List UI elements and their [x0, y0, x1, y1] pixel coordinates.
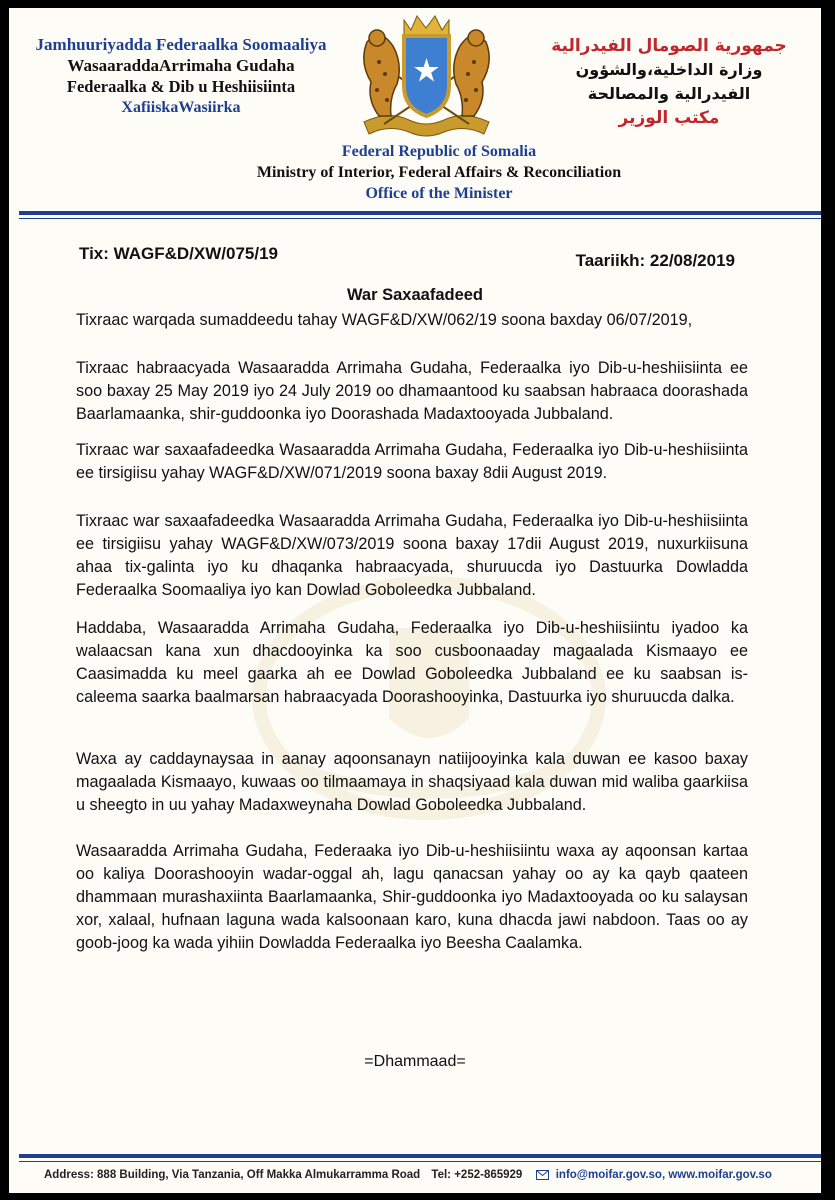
header-rule-thin [19, 218, 821, 219]
paragraph-6: Waxa ay caddaynaysaa in aanay aqoonsanayn natiijooyinka kala duwan ee kasoo baxay magaalada Kismaayo, kuwaas oo tilmaamaya in shaqsiyaad kala duwan mid waliba gaarkiisa u sheegto in uu yahay Madaxweynaha Dowlad Goboleedka Jubbaland. [76, 750, 748, 814]
footer-email-link[interactable]: info@moifar.gov.so [555, 1169, 662, 1181]
paragraph-3: Tixraac war saxaafadeedka Wasaaradda Arrimaha Gudaha, Federaalka iyo Dib-u-heshiisiinta ee tirsigiisu yahay WAGF&D/XW/071/2019 soona baxay 8dii August 2019. [76, 441, 748, 482]
reference-number: Tix: WAGF&D/XW/075/19 [79, 244, 279, 263]
footer [44, 1169, 804, 1181]
somali-header-line-1: Jamhuuriyadda Federaalka Soomaaliya [35, 35, 327, 54]
closing-mark: =Dhammaad= [364, 1053, 466, 1070]
english-header [179, 141, 699, 204]
somalia-coat-of-arms-icon [349, 12, 504, 142]
paragraph-2: Tixraac habraacyada Wasaaradda Arrimaha Gudaha, Federaalka iyo Dib-u-heshiisiinta ee soo baxay 25 May 2019 iyo 24 July 2019 oo dhamaantood ku saabsan habraaca doorashada Baarlamaanka, shir-guddoonka iyo Doorashada Madaxtooyada Jubbaland. [76, 359, 748, 423]
paragraph-1: Tixraac warqada sumaddeedu tahay WAGF&D/XW/062/19 soona baxday 06/07/2019, [76, 311, 693, 329]
paragraph-4: Tixraac war saxaafadeedka Wasaaradda Arrimaha Gudaha, Federaalka iyo Dib-u-heshiisiinta ee tirsigiisu yahay WAGF&D/XW/073/2019 soona baxay 17dii August 2019, nuxurkiisuna ahaa tix-galinta iyo ku dhaqanka habraacyada, shuruucda iyo Dastuurka Dowladda Federaalka Soomaaliya iyo kan Dowlad Goboleedka Jubbaland. [76, 512, 748, 599]
arabic-header-line-1: جمهورية الصومال الفيدرالية [551, 36, 787, 56]
arabic-header [539, 34, 799, 130]
english-header-line-1: Federal Republic of Somalia [341, 143, 537, 160]
envelope-icon [536, 1170, 549, 1180]
footer-rule-thin [19, 1161, 821, 1162]
footer-address: Address: 888 Building, Via Tanzania, Off Makka Almukarramma Road [44, 1169, 421, 1181]
somali-header [21, 34, 341, 118]
paragraph-5: Haddaba, Wasaaradda Arrimaha Gudaha, Federaalka iyo Dib-u-heshiisiintu iyadoo ka walaacsan kana xun dhacdooyinka ka soo cusboonaaday magaalada Kismaayo ee Caasimadda ku meel gaarka ah ee Dowlad Goboleedka Jubbaland ee ku saabsan is-caleema saarka baalmarsan habraacyada Doorashooyinka, Dastuurka iyo shuruucda dalka. [76, 619, 748, 706]
english-header-line-3: Office of the Minister [365, 185, 513, 202]
letter-sheet [9, 8, 821, 1193]
footer-rule [19, 1154, 821, 1158]
arabic-header-line-3: مكتب الوزير [618, 108, 720, 128]
document-date: Taariikh: 22/08/2019 [575, 251, 735, 270]
somali-header-line-4: XafiiskaWasiirka [121, 99, 241, 116]
arabic-header-line-2: وزارة الداخلية،والشؤون الفيدرالية والمصالحة [575, 60, 763, 103]
footer-website-link[interactable]: , www.moifar.gov.so [661, 1169, 772, 1181]
somali-header-line-3: Federaalka & Dib u Heshiisiinta [66, 77, 296, 96]
paragraph-7: Wasaaradda Arrimaha Gudaha, Federaaka iyo Dib-u-heshiisiintu waxa ay aqoonsan kartaa oo kaliya Doorashooyin wadar-oggal ah, lagu qanacsan yahay oo ay ka qayb qaateen dhammaan murashaxiinta Baarlamaanka, Shir-guddoonka iyo Madaxtooyada oo ku salaysan xor, xalaal, hufnaan laguna wada kalsoonaan karo, kuna dhacda jawi nabdoon. Taas oo ay goob-joog ka wada yihiin Dowladda Federaalka iyo Beesha Caalamka. [76, 842, 748, 952]
header-rule [19, 211, 821, 215]
somali-header-line-2: WasaaraddaArrimaha Gudaha [67, 56, 295, 75]
english-header-line-2: Ministry of Interior, Federal Affairs & Reconciliation [256, 164, 622, 181]
footer-telephone: Tel: +252-865929 [431, 1169, 523, 1181]
document-title: War Saxaafadeed [346, 286, 484, 304]
